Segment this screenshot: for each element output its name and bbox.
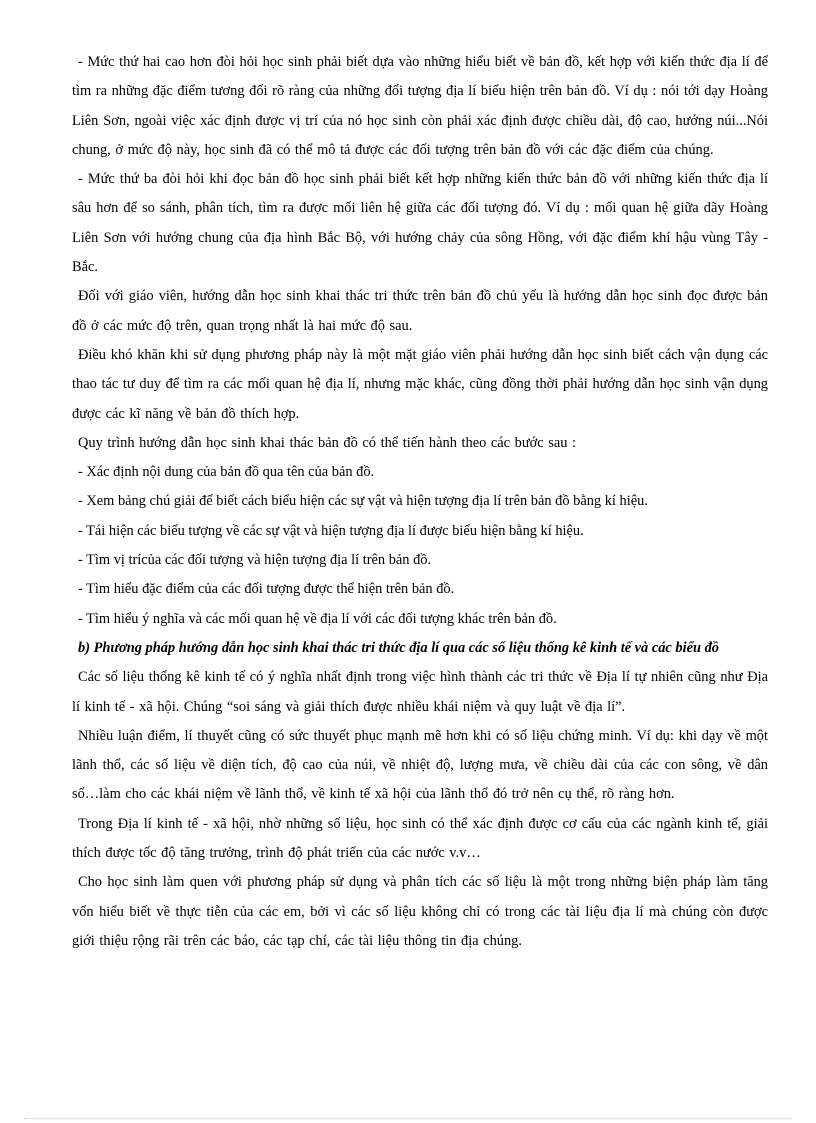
document-page bbox=[72, 48, 768, 956]
paragraph-teacher-guidance: Đối với giáo viên, hướng dẫn học sinh khai thác tri thức trên bản đồ chủ yếu là hướng dẫn học sinh đọc được bản đồ ở các mức độ trên, quan trọng nhất là hai mức độ sau. bbox=[72, 288, 768, 334]
section-heading: b) Phương pháp hướng dẫn học sinh khai thác tri thức địa lí qua các số liệu thống kê kinh tế và các biểu đồ bbox=[78, 639, 719, 656]
paragraph-difficulty: Điều khó khăn khi sử dụng phương pháp này là một mặt giáo viên phải hướng dẫn học sinh biết cách vận dụng các thao tác tư duy để tìm ra các mối quan hệ địa lí, nhưng mặc khác, cũng đồng thời phải hướng dẫn học sinh vận dụng được các kĩ năng về bản đồ thích hợp. bbox=[72, 346, 768, 422]
list-item: - Tái hiện các biểu tượng về các sự vật và hiện tượng địa lí được biểu hiện bằng kí hiệu. bbox=[78, 522, 584, 539]
list-item: - Xem bảng chú giải để biết cách biểu hiện các sự vật và hiện tượng địa lí trên bản đồ bằng kí hiệu. bbox=[78, 493, 648, 510]
list-item: - Tìm hiểu ý nghĩa và các mối quan hệ về địa lí với các đối tượng khác trên bản đồ. bbox=[78, 610, 557, 627]
paragraph-economic-geography: Trong Địa lí kinh tế - xã hội, nhờ những số liệu, học sinh có thể xác định được cơ cấu của các ngành kinh tế, giải thích được tốc độ tăng trưởng, trình độ phát triển của các nước v.v… bbox=[72, 815, 768, 862]
procedure-step-list bbox=[72, 458, 768, 634]
page-bottom-rule bbox=[24, 1118, 792, 1119]
list-item: - Tìm hiểu đặc điểm của các đối tượng được thể hiện trên bản đồ. bbox=[78, 581, 455, 598]
paragraph-procedure-intro: Quy trình hướng dẫn học sinh khai thác bản đồ có thể tiến hành theo các bước sau : bbox=[78, 434, 576, 451]
paragraph-level-two: - Mức thứ hai cao hơn đòi hỏi học sinh phải biết dựa vào những hiểu biết về bản đồ, kết hợp với kiến thức địa lí để tìm ra những đặc điểm tương đối rõ ràng của những đối tượng địa lí biểu hiện trên bản đồ. Ví dụ : nói tới dạy Hoàng Liên Sơn, ngoài việc xác định được vị trí của nó học sinh còn phải xác định được chiều dài, độ cao, hướng núi...Nói chung, ở mức độ này, học sinh đã có thể mô tả được các đối tượng trên bản đồ với các đặc điểm của chúng. bbox=[72, 54, 768, 158]
list-item: - Tìm vị trícủa các đối tượng và hiện tượng địa lí trên bản đồ. bbox=[78, 552, 432, 569]
list-item: - Xác định nội dung của bản đồ qua tên của bản đồ. bbox=[78, 464, 375, 481]
paragraph-familiarize: Cho học sinh làm quen với phương pháp sử dụng và phân tích các số liệu là một trong những biện pháp làm tăng vốn hiểu biết về thực tiễn của các em, bởi vì các số liệu không chỉ có trong các tài liệu địa lí mà chúng còn được giới thiệu rộng rãi trên các báo, các tạp chí, các tài liệu thông tin địa chúng. bbox=[72, 874, 768, 949]
paragraph-statistics-meaning: Các số liệu thống kê kinh tế có ý nghĩa nhất định trong việc hình thành các tri thức về Địa lí tự nhiên cũng như Địa lí kinh tế - xã hội. Chúng “soi sáng và giải thích được nhiều khái niệm và quy luật về địa lí”. bbox=[72, 669, 768, 715]
paragraph-level-three: - Mức thứ ba đòi hỏi khi đọc bản đồ học sinh phải biết kết hợp những kiến thức bản đồ với những kiến thức địa lí sâu hơn để so sánh, phân tích, tìm ra được mối liên hệ giữa các đối tượng đó. Ví dụ : mối quan hệ giữa dãy Hoàng Liên Sơn với hướng chung của địa hình Bắc Bộ, với hướng chảy của sông Hồng, với đặc điểm khí hậu vùng Tây - Bắc. bbox=[72, 171, 768, 276]
paragraph-arguments: Nhiều luận điểm, lí thuyết cũng có sức thuyết phục mạnh mẽ hơn khi có số liệu chứng minh. Ví dụ: khi dạy về một lãnh thổ, các số liệu về diện tích, độ cao của núi, về nhiệt độ, lượng mưa, về chiều dài của các con sông, về dân số…làm cho các khái niệm về lãnh thổ, về kinh tế xã hội của lãnh thổ đó trở nên cụ thể, rõ ràng hơn. bbox=[72, 727, 768, 803]
